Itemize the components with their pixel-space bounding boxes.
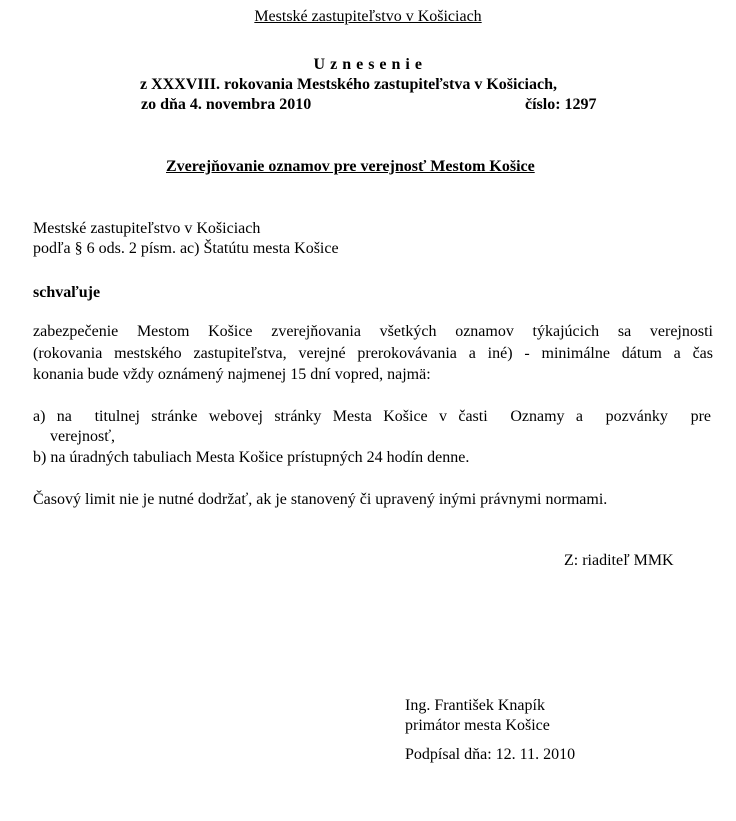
institution-heading: Mestské zastupiteľstvo v Košiciach bbox=[254, 8, 482, 25]
paragraph-line-1: zabezpečenie Mestom Košice zverejňovania všetkých oznamov týkajúcich sa verejnosti bbox=[33, 323, 713, 340]
date-line: zo dňa 4. novembra 2010 bbox=[141, 96, 312, 113]
list-item-a-continued: verejnosť, bbox=[50, 428, 116, 445]
signature-date: Podpísal dňa: 12. 11. 2010 bbox=[405, 746, 576, 763]
paragraph-line-3: konania bude vždy oznámený najmenej 15 dní vopred, najmä: bbox=[33, 366, 431, 383]
list-item-a: a) na titulnej stránke webovej stránky Mesta Košice v časti Oznamy a pozvánky pre bbox=[33, 408, 711, 425]
paragraph-line-2: (rokovania mestského zastupiteľstva, verejné prerokovávania a iné) - minimálne dátum a čas bbox=[33, 345, 713, 362]
session-line: z XXXVIII. rokovania Mestského zastupiteľstva v Košiciach, bbox=[140, 76, 557, 93]
resolution-number: číslo: 1297 bbox=[525, 96, 597, 113]
list-item-b: b) na úradných tabuliach Mesta Košice prístupných 24 hodín denne. bbox=[33, 449, 470, 466]
signatory-role: primátor mesta Košice bbox=[405, 717, 550, 734]
signatory-name: Ing. František Knapík bbox=[405, 697, 545, 714]
preamble-line-2: podľa § 6 ods. 2 písm. ac) Štatútu mesta Košice bbox=[33, 240, 339, 257]
resolution-title: Zverejňovanie oznamov pre verejnosť Mestom Košice bbox=[166, 158, 535, 175]
approves-verb: schvaľuje bbox=[33, 284, 101, 301]
responsible-person: Z: riaditeľ MMK bbox=[564, 552, 674, 569]
document-type: U z n e s e n i e bbox=[313, 56, 423, 73]
preamble-line-1: Mestské zastupiteľstvo v Košiciach bbox=[33, 220, 261, 237]
time-limit-note: Časový limit nie je nutné dodržať, ak je stanovený či upravený inými právnymi normami. bbox=[33, 491, 608, 508]
